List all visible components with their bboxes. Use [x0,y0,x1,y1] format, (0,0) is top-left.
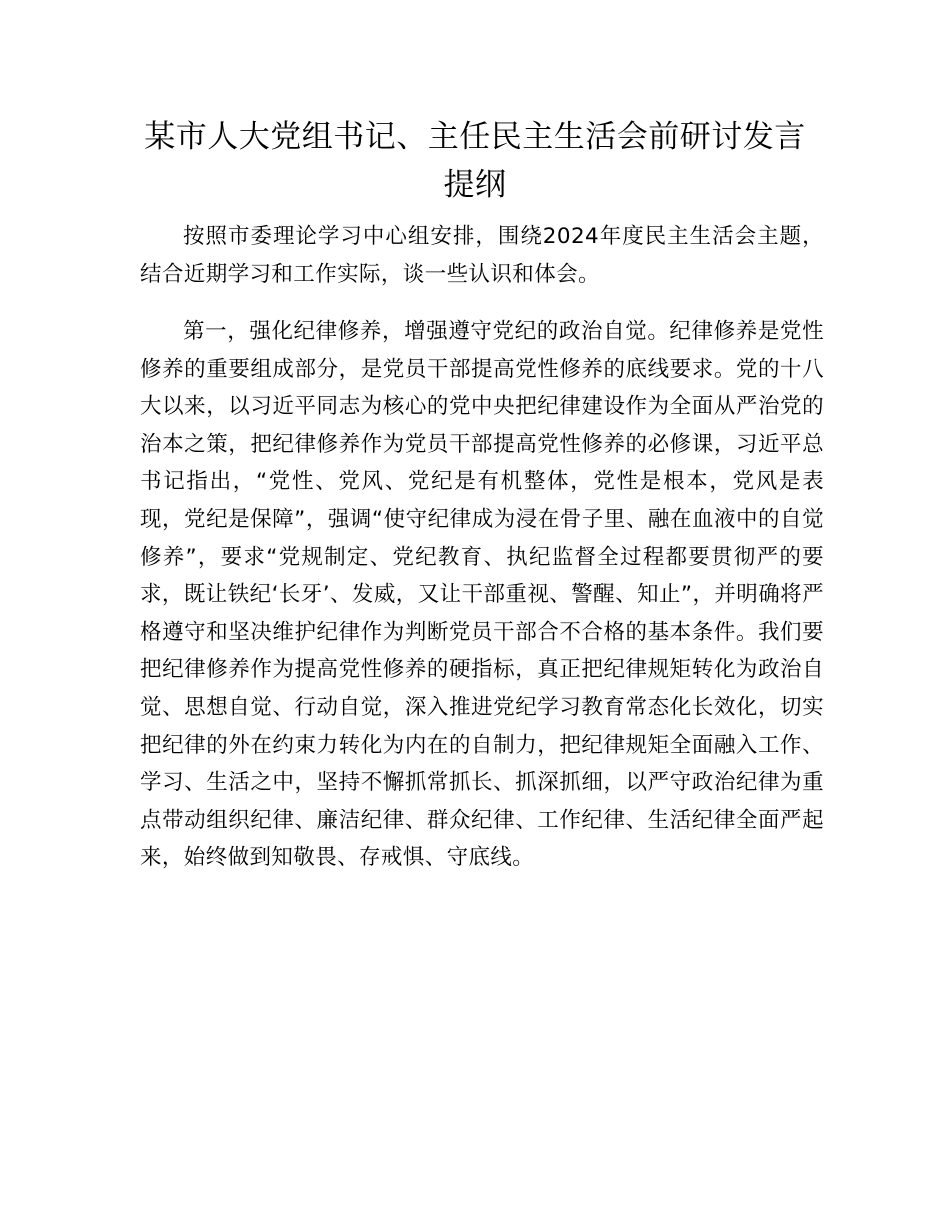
body-paragraph-first-point: 第一，强化纪律修养，增强遵守党纪的政治自觉。纪律修养是党性修养的重要组成部分，是党员干部提高党性修养的底线要求。党的十八大以来，以习近平同志为核心的党中央把纪律建设作为全面从严治党的治本之策，把纪律修养作为党员干部提高党性修养的必修课，习近平总书记指出，“党性、党风、党纪是有机整体，党性是根本，党风是表现，党纪是保障”，强调“使守纪律成为浸在骨子里、融在血液中的自觉修养”，要求“党规制定、党纪教育、执纪监督全过程都要贯彻严的要求，既让铁纪‘长牙’、发威，又让干部重视、警醒、知止”，并明确将严格遵守和坚决维护纪律作为判断党员干部合不合格的基本条件。我们要把纪律修养作为提高党性修养的硬指标，真正把纪律规矩转化为政治自觉、思想自觉、行动自觉，深入推进党纪学习教育常态化长效化，切实把纪律的外在约束力转化为内在的自制力，把纪律规矩全面融入工作、学习、生活之中，坚持不懈抓常抓长、抓深抓细，以严守政治纪律为重点带动组织纪律、廉洁纪律、群众纪律、工作纪律、生活纪律全面严起来，始终做到知敬畏、存戒惧、守底线。 [140,319,824,871]
intro-paragraph: 按照市委理论学习中心组安排，围绕2024年度民主生活会主题，结合近期学习和工作实际，谈一些认识和体会。 [140,224,824,287]
document-title: 某市人大党组书记、主任民主生活会前研讨发言提纲 [144,119,806,203]
